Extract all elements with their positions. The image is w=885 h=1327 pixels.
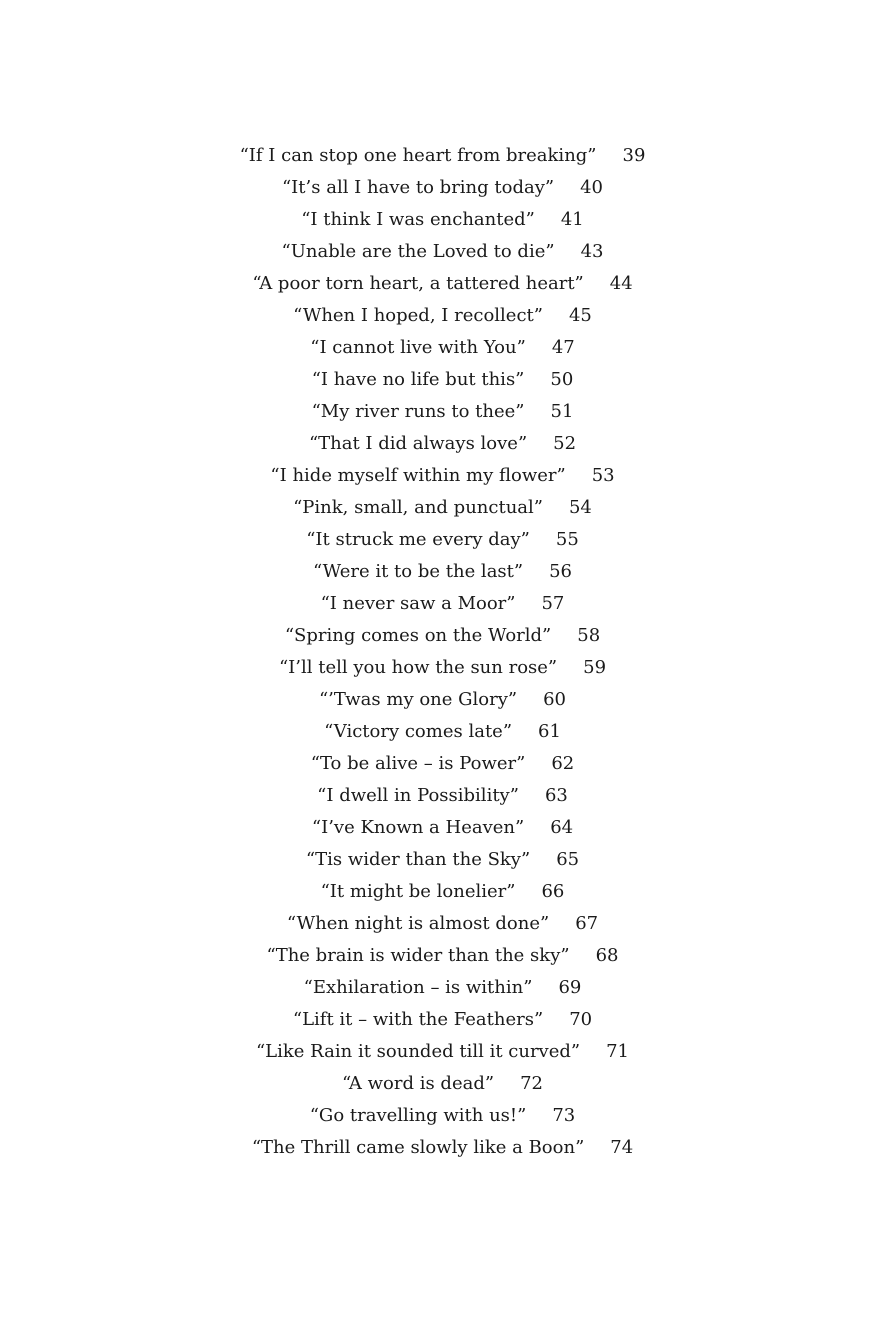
toc-entry-page-number: 65 — [556, 849, 580, 870]
toc-entry-title: “I have no life but this” — [311, 369, 525, 390]
toc-entry-title: “Unable are the Loved to die” — [281, 241, 555, 262]
toc-entry — [0, 364, 885, 396]
toc-entry-page-number: 68 — [595, 945, 619, 966]
toc-entry-page-number: 44 — [609, 273, 633, 294]
toc-entry-page-number: 70 — [569, 1009, 593, 1030]
toc-entry — [0, 716, 885, 748]
toc-entry — [0, 396, 885, 428]
toc-entry-page-number: 53 — [591, 465, 615, 486]
toc-entry-title: “A word is dead” — [342, 1073, 495, 1094]
toc-entry-page-number: 43 — [580, 241, 604, 262]
toc-page — [0, 140, 885, 1164]
toc-entry — [0, 1036, 885, 1068]
toc-entry — [0, 908, 885, 940]
toc-entry-title: “That I did always love” — [308, 433, 528, 454]
toc-entry-title: “I’ve Known a Heaven” — [311, 817, 525, 838]
toc-entry-page-number: 57 — [541, 593, 565, 614]
toc-entry-title: “Like Rain it sounded till it curved” — [255, 1041, 581, 1062]
toc-entry-page-number: 47 — [551, 337, 575, 358]
table-of-contents — [0, 140, 885, 1164]
toc-entry-page-number: 45 — [568, 305, 592, 326]
toc-entry — [0, 140, 885, 172]
toc-entry-title: “I think I was enchanted” — [301, 209, 535, 230]
toc-entry — [0, 460, 885, 492]
toc-entry — [0, 876, 885, 908]
toc-entry — [0, 556, 885, 588]
toc-entry-title: “It struck me every day” — [306, 529, 530, 550]
toc-entry-page-number: 71 — [606, 1041, 630, 1062]
toc-entry-title: “Tis wider than the Sky” — [305, 849, 531, 870]
toc-entry-page-number: 67 — [575, 913, 599, 934]
toc-entry-title: “A poor torn heart, a tattered heart” — [252, 273, 584, 294]
toc-entry-page-number: 55 — [555, 529, 579, 550]
toc-entry-title: “I never saw a Moor” — [320, 593, 516, 614]
toc-entry-page-number: 66 — [541, 881, 565, 902]
toc-entry-title: “It might be lonelier” — [320, 881, 516, 902]
toc-entry-page-number: 64 — [550, 817, 574, 838]
toc-entry — [0, 428, 885, 460]
toc-entry-title: “I cannot live with You” — [310, 337, 526, 358]
toc-entry-page-number: 58 — [577, 625, 601, 646]
toc-entry-page-number: 69 — [558, 977, 582, 998]
toc-entry-page-number: 50 — [550, 369, 574, 390]
toc-entry — [0, 1100, 885, 1132]
toc-entry-page-number: 59 — [583, 657, 607, 678]
toc-entry-title: “The Thrill came slowly like a Boon” — [251, 1137, 585, 1158]
toc-entry-title: “’Twas my one Glory” — [318, 689, 518, 710]
toc-entry — [0, 524, 885, 556]
toc-entry-page-number: 62 — [551, 753, 575, 774]
toc-entry-title: “Were it to be the last” — [312, 561, 524, 582]
toc-entry-title: “I dwell in Possibility” — [317, 785, 519, 806]
toc-entry — [0, 780, 885, 812]
toc-entry — [0, 204, 885, 236]
toc-entry — [0, 812, 885, 844]
toc-entry-page-number: 40 — [580, 177, 603, 198]
toc-entry — [0, 652, 885, 684]
toc-entry-page-number: 63 — [544, 785, 568, 806]
toc-entry-title: “Go travelling with us!” — [309, 1105, 527, 1126]
toc-entry-page-number: 56 — [549, 561, 573, 582]
toc-entry — [0, 1132, 885, 1164]
toc-entry — [0, 1068, 885, 1100]
toc-entry — [0, 748, 885, 780]
toc-entry-title: “Lift it – with the Feathers” — [292, 1009, 544, 1030]
toc-entry — [0, 268, 885, 300]
toc-entry-title: “Spring comes on the World” — [284, 625, 552, 646]
toc-entry-title: “Exhilaration – is within” — [303, 977, 533, 998]
toc-entry-title: “When night is almost done” — [286, 913, 550, 934]
toc-entry — [0, 300, 885, 332]
toc-entry-page-number: 61 — [538, 721, 561, 742]
toc-entry-page-number: 54 — [568, 497, 592, 518]
toc-entry-title: “The brain is wider than the sky” — [266, 945, 570, 966]
toc-entry-page-number: 51 — [550, 401, 574, 422]
toc-entry-title: “My river runs to thee” — [311, 401, 525, 422]
toc-entry-title: “When I hoped, I recollect” — [293, 305, 543, 326]
toc-entry — [0, 236, 885, 268]
toc-entry — [0, 844, 885, 876]
toc-entry-title: “I’ll tell you how the sun rose” — [278, 657, 558, 678]
toc-entry — [0, 1004, 885, 1036]
toc-entry — [0, 972, 885, 1004]
toc-entry — [0, 588, 885, 620]
toc-entry — [0, 620, 885, 652]
toc-entry-title: “If I can stop one heart from breaking” — [239, 145, 597, 166]
toc-entry-page-number: 60 — [543, 689, 566, 710]
toc-entry — [0, 492, 885, 524]
toc-entry-title: “It’s all I have to bring today” — [281, 177, 555, 198]
toc-entry-title: “To be alive – is Power” — [310, 753, 526, 774]
toc-entry — [0, 940, 885, 972]
toc-entry — [0, 332, 885, 364]
toc-entry-page-number: 73 — [552, 1105, 576, 1126]
toc-entry-page-number: 41 — [560, 209, 584, 230]
toc-entry — [0, 684, 885, 716]
toc-entry-title: “Victory comes late” — [324, 721, 513, 742]
toc-entry-page-number: 39 — [622, 145, 646, 166]
toc-entry — [0, 172, 885, 204]
toc-entry-page-number: 74 — [610, 1137, 634, 1158]
toc-entry-title: “Pink, small, and punctual” — [293, 497, 543, 518]
toc-entry-page-number: 52 — [553, 433, 577, 454]
toc-entry-title: “I hide myself within my flower” — [270, 465, 566, 486]
toc-entry-page-number: 72 — [520, 1073, 543, 1094]
